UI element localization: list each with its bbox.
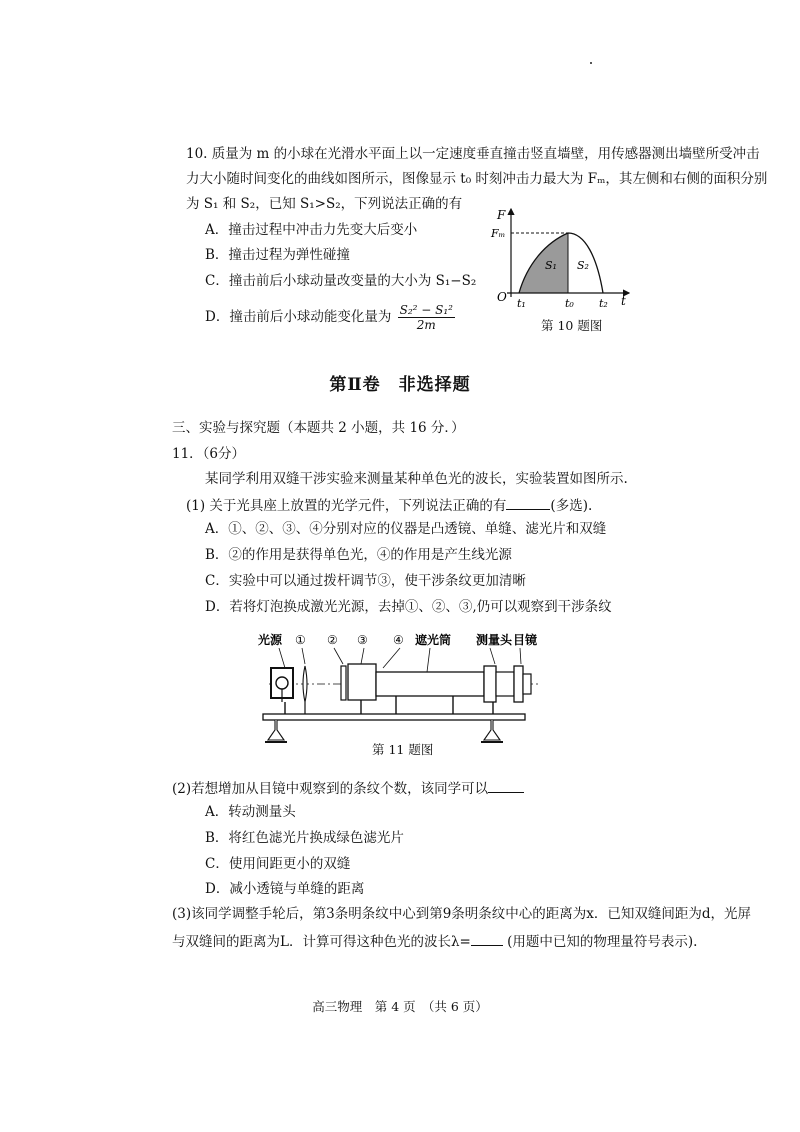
bench-leg-right — [484, 720, 500, 740]
q11-part3-line1: (3)该同学调整手轮后，第3条明条纹中心到第9条明条纹中心的距离为x．已知双缝间距为d，光屏 — [172, 906, 752, 922]
page-footer: 高三物理 第 4 页 （共 6 页） — [312, 999, 488, 1014]
t-axis-label: t — [621, 294, 626, 308]
q11-part3-line2 — [172, 931, 697, 951]
element-4-label: ④ — [393, 633, 404, 647]
q10-option-c: C．撞击前后小球动量改变量的大小为 S₁−S₂ — [205, 273, 477, 289]
q11-part2 — [172, 778, 524, 798]
q10-figure-caption: 第 10 题图 — [541, 318, 603, 333]
measuring-head — [484, 666, 496, 702]
measuring-head-label: 测量头 — [476, 633, 513, 647]
tube-label: 遮光筒 — [415, 633, 452, 647]
q10-stem-line2: 力大小随时间变化的曲线如图所示，图像显示 t₀ 时刻冲击力最大为 Fₘ，其左侧和右侧的面积分别 — [186, 171, 768, 187]
light-source-label: 光源 — [258, 633, 283, 647]
q11-part1-text: (1) 关于光具座上放置的光学元件，下列说法正确的有 — [186, 498, 507, 514]
lens-element-1 — [303, 666, 307, 702]
q11-part1-suffix: (多选). — [550, 498, 593, 514]
element-1-label: ① — [295, 633, 306, 647]
q11-header: 11．（6分） — [172, 446, 246, 462]
section3-heading: 三、实验与探究题（本题共 2 小题，共 16 分．） — [172, 420, 465, 436]
s1-shaded-area — [519, 233, 568, 293]
q11-p1-option-d: D．若将灯泡换成激光光源，去掉①、②、③,仍可以观察到干涉条纹 — [205, 599, 612, 615]
f-axis-label: F — [497, 208, 506, 222]
q11-part3-text: 与双缝间的距离为L．计算可得这种色光的波长λ= — [172, 934, 471, 950]
q11-optical-bench-diagram — [255, 628, 545, 753]
q11-p2-option-d: D．减小透镜与单缝的距离 — [205, 881, 365, 897]
q11-intro: 某同学利用双缝干涉实验来测量某种单色光的波长，实验装置如图所示. — [205, 471, 628, 487]
fraction-numerator: S₂² − S₁² — [399, 303, 453, 317]
q11-p1-option-a: A．①、②、③、④分别对应的仪器是凸透镜、单缝、滤光片和双缝 — [205, 521, 607, 537]
q10-option-a: A．撞击过程中冲击力先变大后变小 — [205, 222, 418, 238]
eyepiece — [514, 666, 523, 702]
q11-p2-option-c: C．使用间距更小的双缝 — [205, 856, 351, 872]
answer-blank — [471, 931, 503, 946]
q11-p2-option-b: B．将红色滤光片换成绿色滤光片 — [205, 830, 404, 846]
scan-speck — [590, 62, 592, 64]
element-2-label: ② — [327, 633, 338, 647]
q11-p2-option-a: A．转动测量头 — [205, 804, 296, 820]
s1-label: S₁ — [545, 259, 557, 272]
q11-figure-caption: 第 11 题图 — [372, 742, 434, 757]
t0-label: t₀ — [565, 297, 574, 310]
t1-label: t₁ — [517, 297, 526, 310]
q10-stem-line1: 10. 质量为 m 的小球在光滑水平面上以一定速度垂直撞击竖直墙壁，用传感器测出墙壁所受冲击 — [186, 146, 760, 162]
element-3-label: ③ — [357, 633, 368, 647]
q10-option-d-fraction — [398, 303, 455, 332]
q10-option-b: B．撞击过程为弹性碰撞 — [205, 247, 350, 263]
eyepiece-label: 目镜 — [513, 633, 538, 647]
shading-tube — [376, 672, 484, 696]
bench-leg-left — [268, 720, 284, 740]
answer-blank — [506, 495, 550, 510]
q11-part1 — [186, 495, 592, 515]
q11-p1-option-c: C．实验中可以通过拨杆调节③，使干涉条纹更加清晰 — [205, 573, 526, 589]
q10-force-time-graph — [485, 205, 635, 315]
element-2 — [341, 666, 346, 700]
t2-label: t₂ — [599, 297, 608, 310]
bench-rail — [263, 714, 525, 720]
q10-option-d — [205, 303, 455, 332]
q11-part3-suffix: (用题中已知的物理量符号表示). — [507, 934, 698, 950]
element-3 — [348, 664, 376, 700]
answer-blank — [488, 778, 524, 793]
q11-p1-option-b: B．②的作用是获得单色光，④的作用是产生线光源 — [205, 547, 512, 563]
s2-label: S₂ — [577, 259, 589, 272]
origin-label: O — [497, 290, 507, 304]
q10-stem-line3: 为 S₁ 和 S₂，已知 S₁>S₂，下列说法正确的有 — [186, 196, 463, 212]
fraction-denominator: 2m — [416, 318, 436, 332]
fm-label: Fₘ — [491, 227, 506, 240]
q10-option-d-text: D．撞击前后小球动能变化量为 — [205, 309, 392, 325]
part2-title: 第Ⅱ卷 非选择题 — [329, 375, 471, 395]
q11-part2-text: (2)若想增加从目镜中观察到的条纹个数，该同学可以 — [172, 781, 489, 797]
